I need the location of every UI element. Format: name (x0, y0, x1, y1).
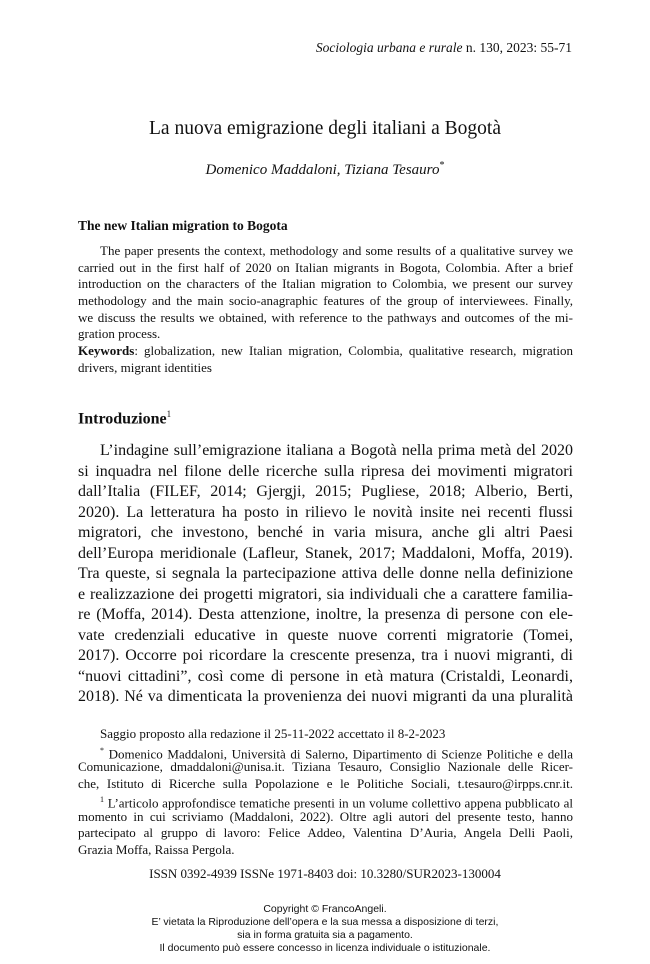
footnote-1-line: partecipato al gruppo di lavoro: Felice Addeo, Valentina D’Auria, Angela Delli Paoli, (78, 825, 573, 840)
body-line: vate credenziali educative in queste nuove correnti migratorie (Tomei, (78, 626, 573, 644)
keywords-line (78, 343, 573, 360)
footnote-mark: 1 (100, 795, 104, 804)
submission-note: Saggio proposto alla redazione il 25-11-2022 accettato il 8-2-2023 (100, 726, 446, 741)
author-names: Domenico Maddaloni, Tiziana Tesauro (205, 162, 440, 178)
body-paragraph (78, 441, 573, 708)
section-heading (78, 409, 171, 428)
footnote-mark: 1 (166, 409, 172, 419)
copyright-line: Il documento può essere concesso in licenza individuale o istituzionale. (159, 942, 491, 954)
article-authors (0, 160, 650, 179)
copyright-notice (0, 903, 650, 955)
journal-name: Sociologia urbana e rurale (315, 40, 463, 55)
footnotes (78, 726, 573, 858)
author-note-mark: * (439, 160, 445, 171)
body-line: Tra queste, si segnala la partecipazione attiva delle donne nella definizione (78, 565, 573, 582)
abstract-line: The paper presents the context, methodology and some results of a qualitative survey we (100, 243, 573, 258)
abstract-line: gration process. (78, 326, 161, 342)
abstract-line: methodology and the main socio-anagraphic features of the group of interviewees. Finally, (78, 293, 573, 309)
body-line: “nuovi cittadini”, così come di persone in età matura (Cristaldi, Leonardi, (78, 667, 573, 685)
issn-doi: ISSN 0392-4939 ISSNe 1971-8403 doi: 10.3280/SUR2023-130004 (149, 866, 501, 881)
keywords-text: : globalization, new Italian migration, Colombia, qualitative research, migration (134, 343, 573, 359)
section-heading-text: Introduzione (78, 410, 167, 428)
author-footnote-line: che, Istituto di Ricerche sulla Popolazione e le Politiche Sociali, t.tesauro@irpps.cnr.it. (78, 775, 573, 791)
keywords-label: Keywords (78, 343, 135, 359)
author-footnote-line: Comunicazione, dmaddaloni@unisa.it. Tiziana Tesauro, Consiglio Nazionale delle Ricer- (78, 759, 573, 774)
body-line: migratori, che investono, benché in varia misura, anche gli altri Paesi (78, 524, 573, 541)
running-head (316, 40, 572, 56)
body-line: 2020). La letteratura ha posto in rilievo le novità insite nei recenti flussi (78, 503, 573, 521)
copyright-line: Copyright © FrancoAngeli. (263, 903, 387, 915)
abstract-line: carried out in the first half of 2020 on Italian migrants in Bogota, Colombia. After a brief (78, 259, 573, 275)
abstract-line: introduction on the characters of the Italian migration to Colombia, we present our survey (78, 276, 573, 292)
footnote-mark: * (100, 745, 104, 755)
journal-issue: n. 130, 2023: 55-71 (462, 40, 572, 55)
footnote-text: Domenico Maddaloni, Università di Salerno, Dipartimento di Scienze Politiche e della (104, 745, 573, 761)
body-line: dell’Europa meridionale (Lafleur, Stanek, 2017; Maddaloni, Moffa, 2019). (78, 544, 573, 562)
body-line: si inquadra nel filone delle ricerche sulla ripresa dei movimenti migratori (78, 462, 573, 480)
copyright-line: E’ vietata la Riproduzione dell’opera e la sua messa a disposizione di terzi, (151, 916, 499, 928)
body-line: dall’Italia (FILEF, 2014; Gjergji, 2015; Pugliese, 2018; Alberio, Berti, (78, 483, 573, 500)
body-line: 2017). Occorre poi ricordare la crescente presenza, tra i nuovi migranti, di (78, 647, 573, 664)
body-line: e realizzazione dei progetti migratori, sia individuali che a carattere familia- (78, 585, 573, 603)
body-line: re (Moffa, 2014). Desta attenzione, inoltre, la presenza di persone con ele- (78, 606, 573, 623)
author-footnote-line (78, 743, 573, 760)
article-title: La nuova emigrazione degli italiani a Bogotà (149, 118, 501, 139)
body-line: L’indagine sull’emigrazione italiana a Bogotà nella prima metà del 2020 (100, 442, 573, 459)
footnote-1-line: Grazia Moffa, Raissa Pergola. (78, 841, 235, 857)
keywords-line-2: drivers, migrant identities (78, 359, 212, 375)
footnote-1-line: momento in cui scriviamo (Maddaloni, 2022). Oltre agli autori del presente testo, hanno (78, 808, 573, 824)
footnote-text: L’articolo approfondisce tematiche presenti in un volume collettivo appena pubblicato al (104, 795, 573, 811)
copyright-line: sia in forma gratuita sia a pagamento. (237, 929, 413, 941)
body-line: 2018). Né va dimenticata la provenienza dei nuovi migranti da una pluralità (78, 688, 573, 705)
abstract-heading: The new Italian migration to Bogota (78, 218, 288, 233)
abstract (78, 243, 573, 377)
abstract-line: we discuss the results we obtained, with reference to the pathways and outcomes of the mi- (78, 309, 573, 325)
footnote-1-line (78, 792, 573, 809)
